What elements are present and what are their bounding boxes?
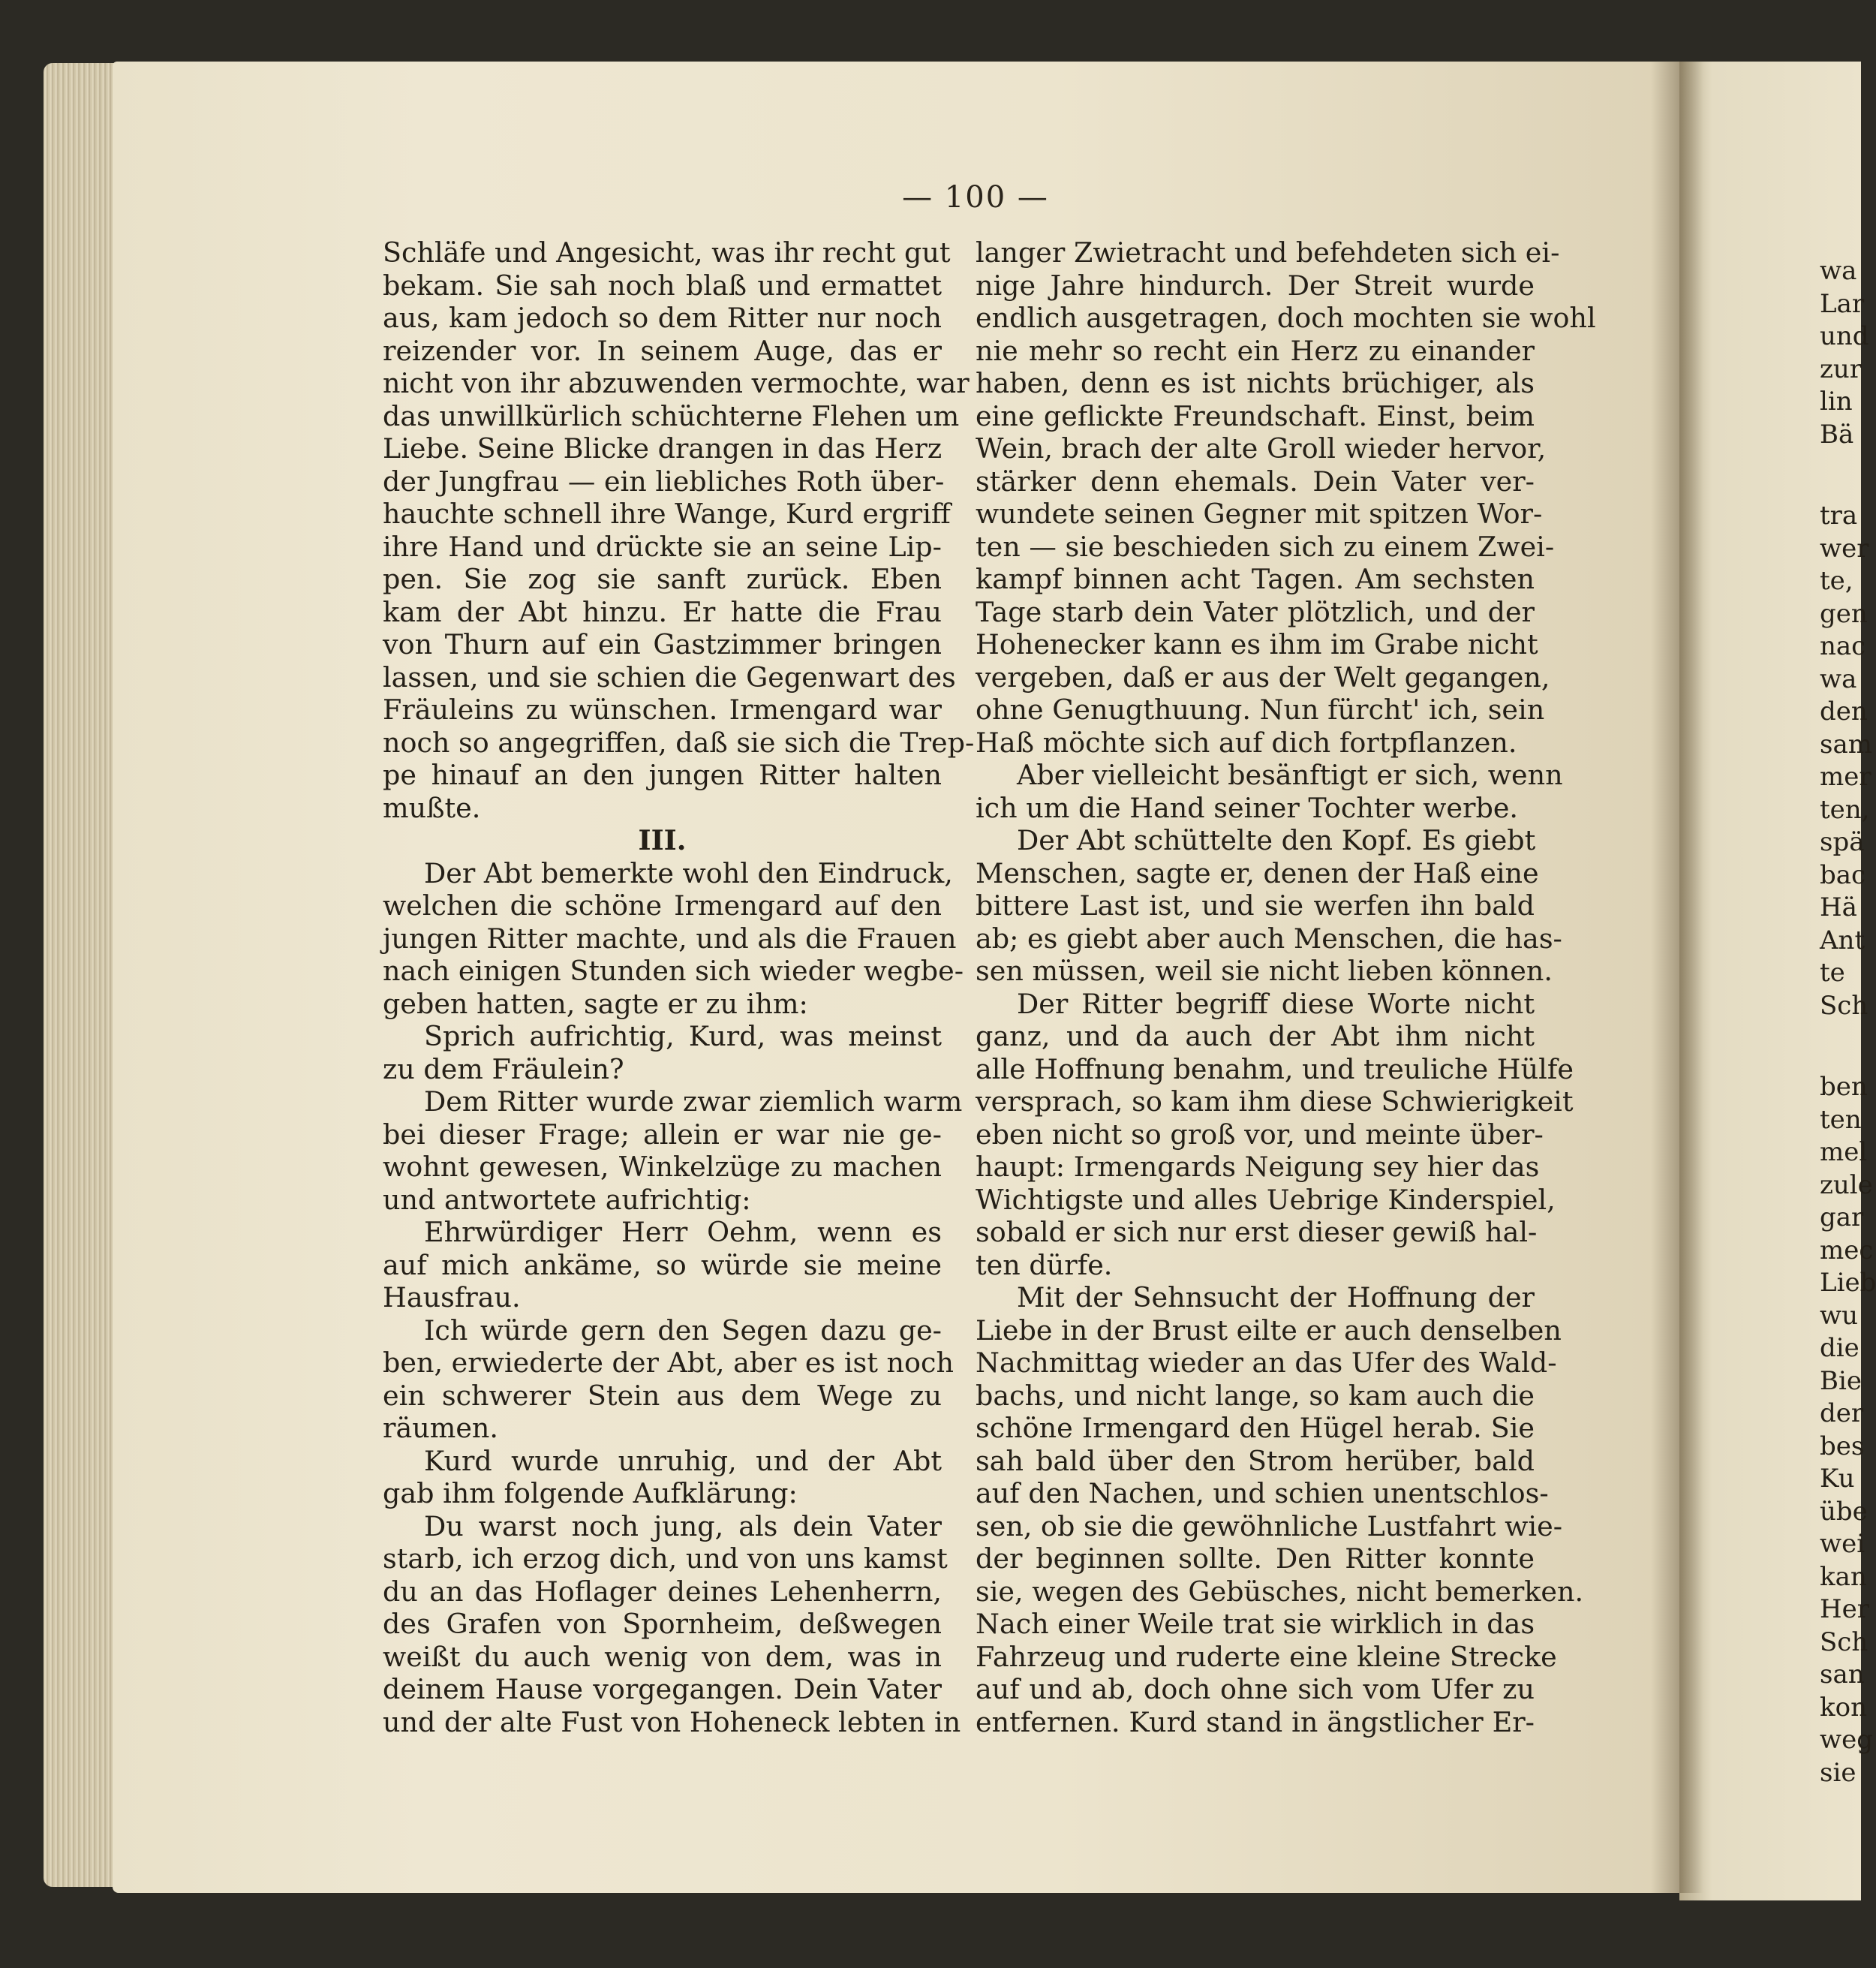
fragment-line: Sch [1820, 990, 1868, 1021]
text-line: Schläfe und Angesicht, was ihr recht gut [383, 236, 951, 269]
fragment-line: nac [1820, 631, 1866, 661]
text-line: bei dieser Frage; allein er war nie ge- [383, 1118, 942, 1151]
text-line: ten — sie beschieden sich zu einem Zwei- [976, 530, 1555, 563]
fragment-line: te [1820, 958, 1845, 988]
text-line: zu dem Fräulein? [383, 1052, 624, 1085]
fragment-line: gar [1820, 1202, 1864, 1232]
text-line: eine geflickte Freundschaft. Einst, beim [976, 399, 1535, 432]
fragment-line: Hä [1820, 892, 1857, 922]
fragment-line: und [1820, 321, 1869, 351]
text-line: vergeben, daß er aus der Welt gegangen, [976, 661, 1550, 694]
text-line: Der Abt schüttelte den Kopf. Es giebt [1017, 824, 1536, 856]
text-line: stärker denn ehemals. Dein Vater ver- [976, 465, 1535, 498]
fragment-line: wei [1820, 1529, 1865, 1559]
text-line: pen. Sie zog sie sanft zurück. Eben [383, 563, 942, 595]
text-line: ganz, und da auch der Abt ihm nicht [976, 1020, 1535, 1052]
text-line: wohnt gewesen, Winkelzüge zu machen [383, 1151, 942, 1183]
fragment-line: mec [1820, 1235, 1874, 1265]
fragment-line: spä [1820, 827, 1865, 857]
text-line: auf und ab, doch ohne sich vom Ufer zu [976, 1673, 1535, 1705]
fragment-line: mer [1820, 762, 1871, 792]
text-line: mußte. [383, 791, 481, 824]
fragment-line: bes [1820, 1431, 1865, 1461]
fragment-line: Sch [1820, 1626, 1868, 1657]
text-line: ben, erwiederte der Abt, aber es ist noch [383, 1347, 954, 1379]
fragment-line: Her [1820, 1594, 1870, 1624]
text-line: ihre Hand und drückte sie an seine Lip- [383, 530, 942, 563]
text-line: Aber vielleicht besänftigt er sich, wenn [1017, 759, 1563, 791]
fragment-line: Ku [1820, 1464, 1855, 1494]
text-line: deinem Hause vorgegangen. Dein Vater [383, 1673, 942, 1705]
fragment-line: san [1820, 1660, 1865, 1690]
fragment-line: ten, [1820, 794, 1870, 825]
text-line: Ich würde gern den Segen dazu ge- [424, 1314, 942, 1347]
text-line: Menschen, sagte er, denen der Haß eine [976, 856, 1539, 889]
fragment-line: Lar [1820, 288, 1865, 319]
fragment-line: ben [1820, 1072, 1868, 1102]
text-line: auf mich ankäme, so würde sie meine [383, 1248, 942, 1281]
text-line: haupt: Irmengards Neigung sey hier das [976, 1151, 1540, 1183]
next-page-text-fragments [1820, 255, 1876, 1789]
text-line: alle Hoffnung benahm, und treuliche Hülfe [976, 1052, 1574, 1085]
text-line: welchen die schöne Irmengard auf den [383, 889, 942, 922]
text-line: lassen, und sie schien die Gegenwart des [383, 661, 956, 694]
fragment-line: Lieb [1820, 1268, 1876, 1298]
text-line: sen, ob sie die gewöhnliche Lustfahrt wie- [976, 1509, 1563, 1542]
text-line: Liebe in der Brust eilte er auch denselben [976, 1314, 1562, 1347]
fragment-line: zule [1820, 1169, 1873, 1200]
text-line: ohne Genugthuung. Nun fürcht' ich, sein [976, 694, 1545, 726]
text-line: bekam. Sie sah noch blaß und ermattet [383, 269, 942, 302]
left-text-column [383, 236, 975, 1738]
text-line: Du warst noch jung, als dein Vater [424, 1509, 942, 1542]
fragment-line: tra [1820, 501, 1858, 531]
text-line: pe hinauf an den jungen Ritter halten [383, 759, 942, 791]
text-line: gab ihm folgende Aufklärung: [383, 1477, 798, 1509]
text-line: geben hatten, sagte er zu ihm: [383, 987, 808, 1020]
text-line: von Thurn auf ein Gastzimmer bringen [383, 628, 942, 661]
text-line: Haß möchte sich auf dich fortpflanzen. [976, 726, 1517, 759]
book-gutter [1651, 62, 1703, 1893]
fragment-line: sie [1820, 1757, 1856, 1788]
fragment-line: kan [1820, 1561, 1867, 1592]
text-line: Sprich aufrichtig, Kurd, was meinst [424, 1020, 942, 1052]
text-line: Fräuleins zu wünschen. Irmengard war [383, 694, 942, 726]
paragraph-gap [1820, 451, 1865, 500]
text-line: und der alte Fust von Hoheneck lebten in [383, 1705, 961, 1738]
text-line: des Grafen von Spornheim, deßwegen [383, 1608, 942, 1640]
text-line: nicht von ihr abzuwenden vermochte, war [383, 367, 970, 399]
text-line: langer Zwietracht und befehdeten sich ei- [976, 236, 1560, 269]
text-line: entfernen. Kurd stand in ängstlicher Er- [976, 1705, 1535, 1738]
fragment-line: bac [1820, 859, 1866, 890]
text-line: ich um die Hand seiner Tochter werbe. [976, 791, 1519, 824]
fragment-line: wer [1820, 533, 1869, 564]
text-line: Tage starb dein Vater plötzlich, und der [976, 595, 1535, 628]
text-line: versprach, so kam ihm diese Schwierigkeit [976, 1085, 1574, 1118]
text-line: nach einigen Stunden sich wieder wegbe- [383, 955, 964, 987]
text-line: kampf binnen acht Tagen. Am sechsten [976, 563, 1535, 595]
text-line: noch so angegriffen, daß sie sich die Trep- [383, 726, 975, 759]
fragment-line: weg [1820, 1725, 1873, 1755]
fragment-line: wa [1820, 256, 1857, 286]
text-line: endlich ausgetragen, doch mochten sie wohl [976, 302, 1596, 334]
text-line: Hausfrau. [383, 1281, 521, 1314]
text-line: Ehrwürdiger Herr Oehm, wenn es [424, 1216, 942, 1248]
text-line: auf den Nachen, und schien unentschlos- [976, 1477, 1549, 1509]
text-line: räumen. [383, 1412, 499, 1444]
paragraph-gap [1820, 1022, 1865, 1071]
text-line: sie, wegen des Gebüsches, nicht bemerken. [976, 1575, 1584, 1608]
text-line: Nach einer Weile trat sie wirklich in das [976, 1608, 1535, 1640]
text-line: Wein, brach der alte Groll wieder hervor, [976, 432, 1547, 465]
fragment-line: der [1820, 1398, 1864, 1428]
text-line: sobald er sich nur erst dieser gewiß hal- [976, 1216, 1538, 1248]
fragment-line: te, [1820, 566, 1853, 596]
text-line: Fahrzeug und ruderte eine kleine Strecke [976, 1640, 1557, 1673]
text-line: sah bald über den Strom herüber, bald [976, 1444, 1535, 1477]
text-line: kam der Abt hinzu. Er hatte die Frau [383, 595, 942, 628]
text-line: haben, denn es ist nichts brüchiger, als [976, 367, 1535, 399]
text-line: Dem Ritter wurde zwar ziemlich warm [424, 1085, 963, 1118]
right-text-column [976, 236, 1596, 1738]
fragment-line: Bä [1820, 419, 1854, 450]
fragment-line: die [1820, 1333, 1859, 1363]
text-line: Nachmittag wieder an das Ufer des Wald- [976, 1347, 1557, 1379]
text-line: Wichtigste und alles Uebrige Kinderspiel, [976, 1183, 1556, 1216]
text-line: Liebe. Seine Blicke drangen in das Herz [383, 432, 943, 465]
page-number: — 100 — [902, 180, 1049, 215]
text-line: hauchte schnell ihre Wange, Kurd ergriff [383, 498, 951, 530]
text-line: das unwillkürlich schüchterne Flehen um [383, 399, 960, 432]
text-line: sen müssen, weil sie nicht lieben können. [976, 955, 1553, 987]
text-line: Kurd wurde unruhig, und der Abt [424, 1444, 942, 1477]
fragment-line: den [1820, 697, 1868, 727]
text-line: Der Ritter begriff diese Worte nicht [1017, 987, 1535, 1020]
text-line: der beginnen sollte. Den Ritter konnte [976, 1542, 1535, 1575]
fragment-line: wu [1820, 1300, 1858, 1331]
text-line: bachs, und nicht lange, so kam auch die [976, 1379, 1535, 1412]
text-line: wundete seinen Gegner mit spitzen Wor- [976, 498, 1543, 530]
text-line: bittere Last ist, und sie werfen ihn bald [976, 889, 1535, 922]
text-line: der Jungfrau — ein liebliches Roth über- [383, 465, 945, 498]
text-line: weißt du auch wenig von dem, was in [383, 1640, 942, 1673]
fragment-line: kon [1820, 1692, 1867, 1723]
text-line: reizender vor. In seinem Auge, das er [383, 334, 942, 367]
fragment-line: lin [1820, 387, 1853, 417]
fragment-line: gen [1820, 598, 1868, 629]
text-line: schöne Irmengard den Hügel herab. Sie [976, 1412, 1535, 1444]
text-line: Mit der Sehnsucht der Hoffnung der [1017, 1281, 1535, 1314]
fragment-line: übe [1820, 1496, 1868, 1527]
section-heading: III. [638, 824, 687, 856]
text-line: Der Abt bemerkte wohl den Eindruck, [424, 856, 953, 889]
text-line: Hohenecker kann es ihm im Grabe nicht [976, 628, 1538, 661]
text-line: ab; es giebt aber auch Menschen, die has- [976, 922, 1562, 955]
text-line: ten dürfe. [976, 1248, 1113, 1281]
fragment-line: Bie [1820, 1365, 1862, 1396]
fragment-line: zur [1820, 354, 1862, 384]
text-line: nie mehr so recht ein Herz zu einander [976, 334, 1535, 367]
text-line: aus, kam jedoch so dem Ritter nur noch [383, 302, 942, 334]
fragment-line: wa [1820, 664, 1857, 694]
fragment-line: ten [1820, 1104, 1862, 1135]
fragment-line: sam [1820, 729, 1872, 760]
fragment-line: mel [1820, 1137, 1868, 1167]
text-line: und antwortete aufrichtig: [383, 1183, 751, 1216]
text-line: du an das Hoflager deines Lehenherrn, [383, 1575, 942, 1608]
text-line: nige Jahre hindurch. Der Streit wurde [976, 269, 1535, 302]
text-line: starb, ich erzog dich, und von uns kamst [383, 1542, 948, 1575]
text-line: ein schwerer Stein aus dem Wege zu [383, 1379, 942, 1412]
fragment-line: Ant [1820, 925, 1865, 955]
text-line: eben nicht so groß vor, und meinte über- [976, 1118, 1544, 1151]
text-line: jungen Ritter machte, und als die Frauen [383, 922, 957, 955]
